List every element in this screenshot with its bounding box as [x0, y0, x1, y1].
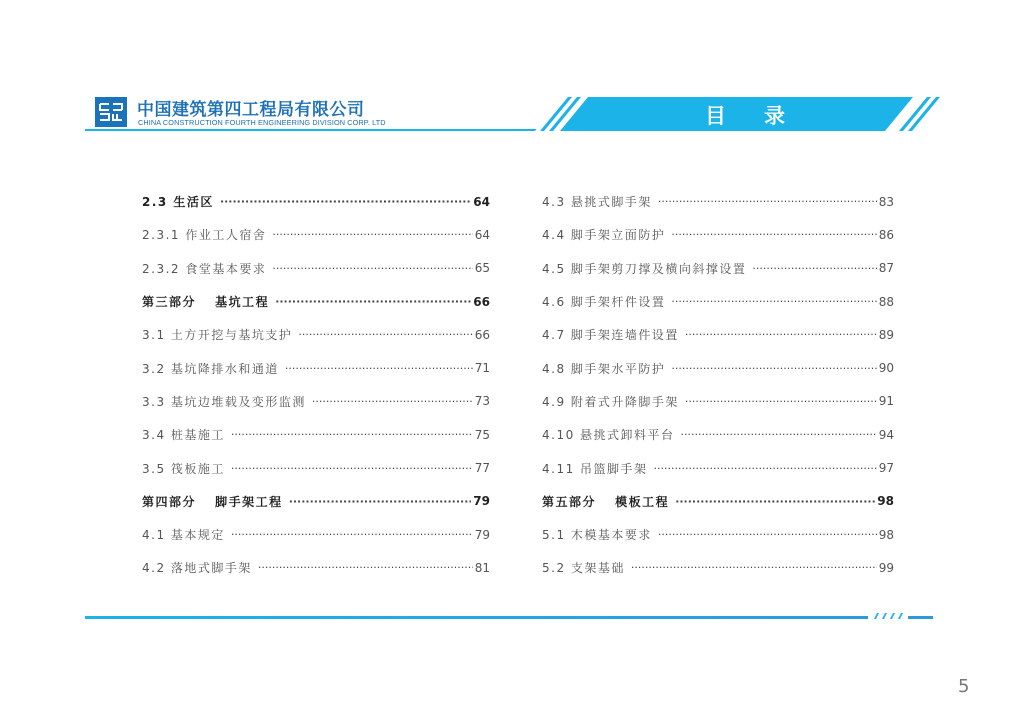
toc-entry-page: 89 [878, 327, 894, 342]
company-logo [95, 97, 127, 127]
toc-entry-page: 65 [474, 261, 490, 276]
toc-entry-page: 90 [878, 361, 894, 376]
toc-entry-page: 86 [878, 227, 894, 242]
toc-dot-leader [272, 228, 472, 241]
page-heading: 目录 [705, 104, 823, 128]
toc-entry[interactable] [542, 351, 894, 384]
toc-entry-page: 66 [473, 294, 490, 309]
toc-dot-leader [231, 528, 473, 541]
toc-entry[interactable] [542, 418, 894, 451]
toc-dot-leader [258, 561, 473, 574]
toc-entry-page: 99 [878, 560, 894, 575]
toc-entry-title: 4.9 附着式升降脚手架 [542, 394, 679, 409]
toc-section-entry[interactable] [142, 285, 490, 318]
toc-entry-title: 3.4 桩基施工 [142, 428, 225, 443]
toc-entry[interactable] [142, 385, 490, 418]
toc-entry-page: 64 [473, 194, 490, 209]
toc-entry-page: 83 [878, 194, 894, 209]
toc-entry-title: 4.5 脚手架剪刀撑及横向斜撑设置 [542, 261, 747, 276]
toc-entry-title: 4.3 悬挑式脚手架 [542, 195, 652, 210]
toc-dot-leader [298, 328, 472, 341]
toc-entry-title: 2.3 生活区 [142, 195, 214, 210]
toc-entry[interactable] [542, 218, 894, 251]
toc-dot-leader [654, 462, 877, 475]
toc-entry-title: 5.1 木模基本要求 [542, 528, 652, 543]
toc-entry[interactable] [542, 385, 894, 418]
toc-dot-leader [658, 195, 877, 208]
toc-entry-page: 98 [878, 527, 894, 542]
toc-entry-page: 87 [878, 261, 894, 276]
toc-dot-leader [671, 228, 876, 241]
toc-dot-leader [272, 262, 472, 275]
toc-entry-page: 91 [878, 394, 894, 409]
toc-entry-title: 2.3.1 作业工人宿舍 [142, 228, 267, 243]
toc-entry-page: 71 [474, 361, 490, 376]
footer-dots-decoration [868, 611, 908, 621]
toc-entry-title: 5.2 支架基础 [542, 561, 625, 576]
toc-dot-leader [220, 195, 471, 208]
toc-left-column [142, 185, 490, 585]
toc-entry[interactable] [542, 451, 894, 484]
header-divider [85, 129, 545, 131]
toc-entry[interactable] [542, 518, 894, 551]
toc-section-entry[interactable] [542, 485, 894, 518]
toc-entry-title: 4.2 落地式脚手架 [142, 561, 252, 576]
toc-entry-page: 75 [474, 427, 490, 442]
toc-dot-leader [671, 295, 876, 308]
company-name-en: CHINA CONSTRUCTION FOURTH ENGINEERING DIVISION CORP. LTD [138, 118, 386, 127]
toc-dot-leader [752, 262, 876, 275]
page-number: 5 [958, 676, 970, 697]
toc-dot-leader [671, 362, 876, 375]
toc-entry-page: 66 [474, 327, 490, 342]
toc-entry-title: 3.2 基坑降排水和通道 [142, 361, 279, 376]
toc-entry-title: 4.4 脚手架立面防护 [542, 228, 666, 243]
toc-entry-title: 4.8 脚手架水平防护 [542, 361, 666, 376]
toc-entry-title: 4.7 脚手架连墙件设置 [542, 328, 679, 343]
toc-dot-leader [675, 495, 875, 508]
toc-entry-page: 94 [878, 427, 894, 442]
toc-dot-leader [685, 395, 877, 408]
toc-section-entry[interactable] [142, 185, 490, 218]
toc-entry-page: 88 [878, 294, 894, 309]
toc-dot-leader [285, 362, 473, 375]
toc-dot-leader [231, 428, 473, 441]
toc-entry-page: 73 [474, 394, 490, 409]
toc-entry-title: 4.6 脚手架杆件设置 [542, 295, 666, 310]
toc-entry[interactable] [142, 451, 490, 484]
toc-entry-title: 3.3 基坑边堆载及变形监测 [142, 394, 306, 409]
toc-dot-leader [685, 328, 877, 341]
toc-entry-page: 97 [878, 461, 894, 476]
toc-entry[interactable] [542, 551, 894, 584]
toc-entry[interactable] [142, 351, 490, 384]
toc-entry[interactable] [542, 185, 894, 218]
toc-entry[interactable] [542, 252, 894, 285]
toc-section-entry[interactable] [142, 485, 490, 518]
toc-entry-page: 79 [474, 527, 490, 542]
toc-entry-title: 4.11 吊篮脚手架 [542, 461, 648, 476]
toc-entry[interactable] [142, 218, 490, 251]
toc-entry-title: 第三部分 基坑工程 [142, 295, 270, 310]
toc-entry[interactable] [142, 318, 490, 351]
toc-entry-title: 第四部分 脚手架工程 [142, 494, 283, 509]
toc-entry-title: 第五部分 模板工程 [542, 494, 670, 509]
toc-entry[interactable] [142, 551, 490, 584]
toc-entry-page: 79 [473, 494, 490, 509]
toc-entry[interactable] [142, 252, 490, 285]
toc-entry-page: 81 [474, 560, 490, 575]
toc-entry[interactable] [142, 518, 490, 551]
toc-entry[interactable] [542, 318, 894, 351]
toc-entry-page: 77 [474, 461, 490, 476]
toc-entry-title: 2.3.2 食堂基本要求 [142, 261, 267, 276]
toc-entry-title: 3.5 筏板施工 [142, 461, 225, 476]
toc-right-column [542, 185, 894, 585]
toc-dot-leader [312, 395, 473, 408]
toc-dot-leader [231, 462, 473, 475]
toc-entry-title: 4.1 基本规定 [142, 528, 225, 543]
toc-dot-leader [658, 528, 877, 541]
toc-dot-leader [681, 428, 877, 441]
toc-entry-page: 98 [877, 494, 894, 509]
footer-divider [85, 616, 933, 619]
toc-entry-title: 3.1 土方开挖与基坑支护 [142, 328, 293, 343]
company-name-cn: 中国建筑第四工程局有限公司 [137, 100, 365, 120]
toc-entry[interactable] [142, 418, 490, 451]
toc-entry[interactable] [542, 285, 894, 318]
toc-dot-leader [289, 495, 472, 508]
toc-dot-leader [631, 561, 877, 574]
toc-dot-leader [275, 295, 471, 308]
toc-entry-page: 64 [474, 227, 490, 242]
toc-entry-title: 4.10 悬挑式卸料平台 [542, 428, 675, 443]
